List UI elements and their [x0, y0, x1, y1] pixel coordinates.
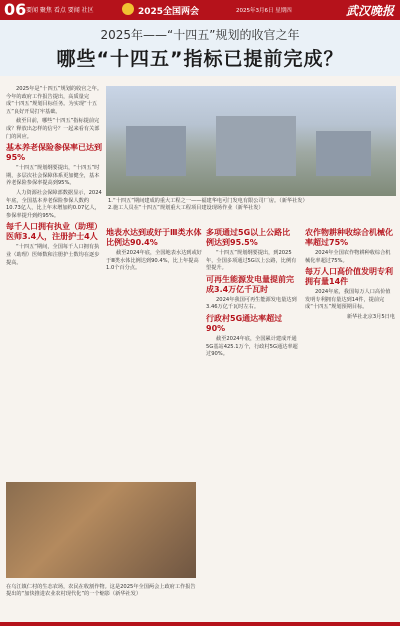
top-photo-caption: 1.“十四五”期间建成的重大工程之一——福建华电可门发电有限公司厂房。（新华社发）2.施工人员在“十四五”规划重大工程项目建设现场作业（新华社发）: [108, 198, 308, 211]
energy-paragraph: 2024年我国可再生能源发电量达到3.46万亿千瓦时左右。: [206, 296, 297, 311]
doctors-paragraph: “十四五”期间，全国每千人口拥有执业（助理）医师数和注册护士数均在逐步提高。: [6, 244, 100, 266]
article-column-1: [6, 86, 102, 269]
water-paragraph: 截至2024年底，全国地表水达到或好于Ⅲ类水体比例达到90.4%，比上年提高1.0个百分点。: [106, 250, 202, 272]
farming-paragraph: 2024年全国农作物耕种收综合机械化率超过75%。: [305, 250, 391, 264]
roads-paragraph: “十四五”规划纲要提出，到2025年，全国多项通过5G以上公路，比例有望提升。: [206, 250, 297, 272]
patents-paragraph: 2024年底，我国每万人口高价值发明专利拥有量达到14件，提前完成“十四五”规划预期目标。: [305, 289, 391, 311]
page-footer-rule: [0, 622, 400, 626]
headline-title: 哪些“十四五”指标已提前完成？: [56, 48, 344, 70]
section-heading-doctors: 每千人口拥有执业（助理）医师3.4人，注册护士4人: [6, 222, 102, 242]
lead-paragraph: 2025年是“十四五”规划的收官之年。今年的政府工作报告提出，高质量完成“十四五”规划目标任务。为实现“十五五”良好开局打牢基础。: [6, 86, 103, 115]
pension-paragraph-2: 人力资源社会保障部数据显示，2024年底，全国基本养老保险参保人数约10.73亿人，比上年末增加约0.07亿人，参保率提升到约95%。: [6, 189, 102, 219]
5g-paragraph: 截至2024年底，全国累计建成开通5G基站425.1万个，行政村5G通达率超过90%。: [206, 335, 298, 358]
section-heading-farming: 农作物耕种收综合机械化率超过75%: [305, 228, 393, 247]
article-column-4: [305, 228, 395, 324]
national-emblem-icon: [122, 3, 134, 15]
article-source: 新华社北京3月5日电: [346, 313, 395, 320]
section-heading-5g: 行政村5G通达率超过90%: [206, 313, 283, 333]
section-heading-water: 地表水达到或好于Ⅲ类水体比例达90.4%: [106, 228, 202, 247]
section-heading-roads: 多项通过5G以上公路比例达到95.5%: [206, 228, 291, 247]
article-column-2: [106, 228, 202, 275]
section-heading-pension: 基本养老保险参保率已达到95%: [6, 143, 102, 163]
article-column-3: [206, 228, 298, 361]
page-number: 06: [4, 0, 27, 19]
pension-paragraph-1: “十四五”规划纲要提出，“十四五”时期，多层次社会保障体系更加健全，基本养老保险参保率提高到95%。: [6, 165, 100, 187]
issue-date: 2025年3月6日 星期四: [236, 8, 292, 14]
banner-title: 2025全国两会: [138, 7, 200, 17]
section-heading-energy: 可再生能源发电量提前完成3.4万亿千瓦时: [206, 274, 294, 294]
headline-kicker: 2025年——“十四五”规划的收官之年: [100, 28, 300, 42]
section-heading-patents: 每万人口高价值发明专利拥有量14件: [305, 267, 393, 287]
construction-photo: [106, 86, 396, 196]
paper-name: 武汉晚报: [345, 4, 394, 18]
masthead-bar: [0, 0, 400, 20]
farm-photo: [6, 482, 196, 578]
bottom-photo-caption: 在乌江镇仁村的生态农场，农民在收割作物。这是2025年全国两会上政府工作报告提出的“加快推进农业农村现代化”的一个缩影（新华社发）: [6, 584, 196, 597]
lead-paragraph-2: 截至目前，哪些“十四五”指标提前完成？释放出怎样的信号？一起来看有关部门的回应。: [6, 118, 100, 140]
section-categories: 要闻 聚焦 看点 要闻 社区: [26, 7, 94, 14]
